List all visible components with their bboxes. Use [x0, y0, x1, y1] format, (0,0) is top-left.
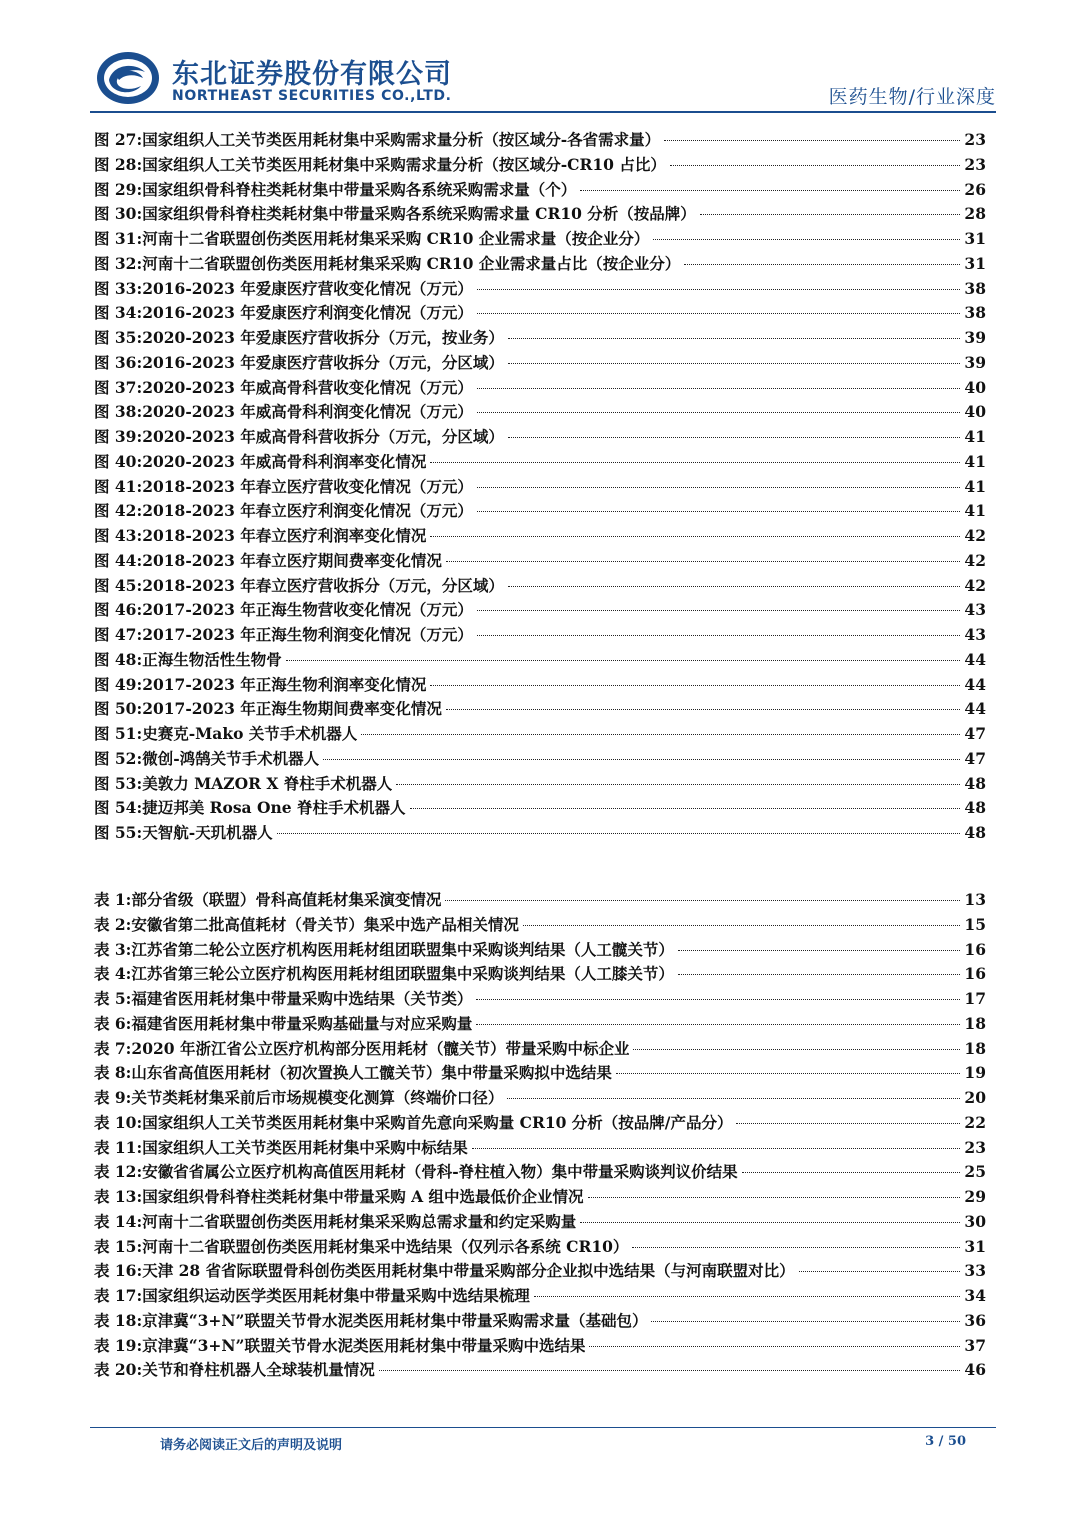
table-entry-number: 表 19:	[94, 1335, 143, 1355]
table-entry[interactable]	[94, 1334, 986, 1359]
table-entry-number: 表 11:	[94, 1137, 143, 1157]
figure-entry[interactable]	[94, 598, 986, 623]
table-entry-title: 福建省医用耗材集中带量采购基础量与对应采购量	[131, 1013, 473, 1033]
figure-entry-number: 图 47:	[94, 625, 143, 644]
table-entry-number: 表 12:	[94, 1162, 143, 1182]
table-entry-title: 京津冀“3+N”联盟关节骨水泥类医用耗材集中带量采购中选结果	[142, 1335, 586, 1355]
table-list	[94, 888, 986, 1383]
figure-entry-number: 图 32:	[94, 253, 143, 273]
figure-entry[interactable]	[94, 178, 986, 203]
figure-entry[interactable]	[94, 277, 986, 302]
figure-entry[interactable]	[94, 673, 986, 698]
dot-leader	[508, 586, 961, 587]
table-entry-page: 16	[964, 939, 986, 959]
dot-leader	[477, 313, 961, 314]
table-entry-page: 31	[964, 1236, 986, 1256]
table-entry[interactable]	[94, 1160, 986, 1185]
table-entry[interactable]	[94, 987, 986, 1012]
figure-entry-number: 图 35:	[94, 328, 143, 347]
figure-entry-page: 40	[964, 377, 986, 397]
figure-entry[interactable]	[94, 351, 986, 376]
table-entry-page: 15	[964, 914, 986, 934]
figure-entry-page: 48	[964, 798, 986, 818]
figure-entry-title: 2017-2023 年正海生物营收变化情况（万元）	[142, 600, 473, 620]
page-number: 3 / 50	[925, 1434, 966, 1449]
figure-entry[interactable]	[94, 499, 986, 524]
figure-entry[interactable]	[94, 747, 986, 772]
table-entry-page: 18	[964, 1038, 986, 1058]
figure-entry[interactable]	[94, 697, 986, 722]
table-entry-number: 表 1:	[94, 890, 132, 909]
page-header	[0, 0, 1080, 115]
table-entry[interactable]	[94, 1210, 986, 1235]
table-entry-title: 2020 年浙江省公立医疗机构部分医用耗材（髋关节）带量采购中标企业	[131, 1038, 630, 1058]
company-name-cn: 东北证券股份有限公司	[172, 59, 452, 90]
figure-entry-title: 2020-2023 年威高骨科营收拆分（万元，分区域）	[142, 427, 504, 446]
dot-leader	[616, 1073, 961, 1074]
dot-leader	[799, 1271, 961, 1272]
figure-entry-number: 图 36:	[94, 352, 143, 372]
figure-entry-page: 42	[964, 550, 986, 570]
table-entry-page: 30	[964, 1211, 986, 1231]
table-entry-title: 山东省高值医用耗材（初次置换人工髋关节）集中带量采购拟中选结果	[131, 1063, 612, 1083]
table-entry-title: 国家组织运动医学类医用耗材集中带量采购中选结果梳理	[142, 1286, 530, 1305]
figure-entry-page: 41	[964, 427, 986, 446]
figure-entry[interactable]	[94, 252, 986, 277]
figure-entry-number: 图 42:	[94, 501, 143, 521]
header-divider	[90, 111, 996, 113]
figure-entry-page: 47	[964, 724, 986, 743]
figure-entry[interactable]	[94, 772, 986, 797]
section-tag: 医药生物/行业深度	[828, 86, 996, 108]
figure-entry[interactable]	[94, 524, 986, 549]
dot-leader	[396, 784, 960, 785]
figure-entry-title: 2018-2023 年春立医疗期间费率变化情况	[142, 550, 442, 570]
figure-entry-title: 2018-2023 年春立医疗利润率变化情况	[142, 526, 427, 545]
table-entry[interactable]	[94, 888, 986, 913]
figure-entry-page: 39	[964, 328, 986, 347]
table-entry-title: 安徽省省属公立医疗机构高值医用耗材（骨科-脊柱植入物）集中带量采购谈判议价结果	[142, 1162, 738, 1182]
figure-entry-number: 图 55:	[94, 823, 143, 842]
table-entry[interactable]	[94, 1061, 986, 1086]
dot-leader	[410, 808, 961, 809]
figure-entry-number: 图 49:	[94, 674, 143, 694]
dot-leader	[477, 388, 961, 389]
dot-leader	[651, 1321, 960, 1322]
table-entry-title: 江苏省第三轮公立医疗机构医用耗材组团联盟集中采购谈判结果（人工膝关节）	[131, 964, 674, 984]
figure-entry[interactable]	[94, 301, 986, 326]
figure-entry-page: 23	[964, 130, 986, 149]
figure-entry-number: 图 40:	[94, 451, 143, 471]
figure-entry-title: 2017-2023 年正海生物期间费率变化情况	[142, 699, 442, 719]
figure-entry-page: 43	[964, 625, 986, 644]
dot-leader	[580, 1222, 960, 1223]
figure-entry-page: 41	[964, 451, 986, 471]
table-entry-number: 表 2:	[94, 914, 132, 934]
table-entry[interactable]	[94, 1284, 986, 1309]
dot-leader	[508, 437, 961, 438]
dot-leader	[446, 709, 961, 710]
figure-entry-number: 图 51:	[94, 724, 143, 743]
table-entry[interactable]	[94, 962, 986, 987]
table-entry-title: 福建省医用耗材集中带量采购中选结果（关节类）	[131, 989, 473, 1008]
figure-entry-title: 2016-2023 年爱康医疗营收变化情况（万元）	[142, 278, 473, 298]
dot-leader	[507, 1098, 960, 1099]
figure-entry-title: 正海生物活性生物骨	[142, 649, 282, 669]
dot-leader	[277, 833, 961, 834]
table-entry-number: 表 17:	[94, 1286, 143, 1305]
table-entry-number: 表 16:	[94, 1261, 143, 1281]
table-entry-title: 国家组织人工关节类医用耗材集中采购首先意向采购量 CR10 分析（按品牌/产品分）	[142, 1112, 733, 1132]
dot-leader	[589, 1346, 960, 1347]
figure-entry-title: 2018-2023 年春立医疗营收拆分（万元，分区域）	[142, 575, 504, 595]
dot-leader	[477, 610, 961, 611]
figure-entry-number: 图 50:	[94, 699, 143, 719]
figure-entry[interactable]	[94, 796, 986, 821]
figure-entry-page: 31	[964, 253, 986, 273]
figure-entry[interactable]	[94, 549, 986, 574]
figure-entry-title: 2020-2023 年威高骨科利润变化情况（万元）	[142, 402, 473, 422]
table-entry-number: 表 13:	[94, 1187, 143, 1206]
table-entry-page: 16	[964, 964, 986, 984]
table-entry-number: 表 5:	[94, 989, 132, 1008]
table-entry-page: 19	[964, 1063, 986, 1083]
figure-entry[interactable]	[94, 821, 986, 846]
table-entry-number: 表 7:	[94, 1038, 132, 1058]
figure-entry[interactable]	[94, 227, 986, 252]
table-entry-title: 国家组织骨科脊柱类耗材集中带量采购 A 组中选最低价企业情况	[142, 1187, 584, 1206]
table-entry-title: 河南十二省联盟创伤类医用耗材集采采购总需求量和约定采购量	[142, 1211, 577, 1231]
table-entry[interactable]	[94, 1086, 986, 1111]
figure-entry-title: 2017-2023 年正海生物利润率变化情况	[142, 674, 427, 694]
northeast-securities-logo-icon	[95, 50, 161, 106]
figure-entry[interactable]	[94, 450, 986, 475]
table-entry[interactable]	[94, 1037, 986, 1062]
dot-leader	[742, 1172, 961, 1173]
figure-entry-page: 41	[964, 476, 986, 496]
dot-leader	[476, 1024, 960, 1025]
table-entry-number: 表 20:	[94, 1360, 143, 1380]
figure-entry-number: 图 28:	[94, 154, 143, 174]
figure-entry-page: 38	[964, 278, 986, 298]
figure-entry-number: 图 37:	[94, 377, 143, 397]
figure-entry[interactable]	[94, 376, 986, 401]
table-entry-title: 关节类耗材集采前后市场规模变化测算（终端价口径）	[131, 1088, 504, 1107]
table-entry-number: 表 10:	[94, 1112, 143, 1132]
figure-entry-page: 48	[964, 823, 986, 842]
figure-entry-page: 42	[964, 526, 986, 545]
figure-list	[94, 128, 986, 846]
figure-entry-number: 图 54:	[94, 798, 143, 818]
table-entry-page: 33	[964, 1261, 986, 1281]
figure-entry-page: 31	[964, 229, 986, 248]
figure-entry-number: 图 30:	[94, 204, 143, 224]
table-entry-number: 表 18:	[94, 1310, 143, 1330]
table-entry-page: 22	[964, 1112, 986, 1132]
table-entry[interactable]	[94, 938, 986, 963]
figure-entry-number: 图 34:	[94, 303, 143, 323]
table-entry-page: 34	[964, 1286, 986, 1305]
dot-leader	[477, 487, 961, 488]
table-entry-page: 37	[964, 1335, 986, 1355]
dot-leader	[445, 900, 960, 901]
footer-divider	[90, 1427, 996, 1428]
dot-leader	[664, 140, 960, 141]
figure-entry-page: 44	[964, 699, 986, 719]
figure-entry-page: 28	[964, 204, 986, 224]
table-entry[interactable]	[94, 1358, 986, 1383]
figure-entry-page: 44	[964, 674, 986, 694]
figure-entry[interactable]	[94, 425, 986, 450]
table-entry-page: 17	[964, 989, 986, 1008]
table-entry[interactable]	[94, 1012, 986, 1037]
table-entry-title: 天津 28 省省际联盟骨科创伤类医用耗材集中带量采购部分企业拟中选结果（与河南联盟对比）	[142, 1261, 795, 1281]
figure-entry-page: 43	[964, 600, 986, 620]
dot-leader	[477, 412, 961, 413]
dot-leader	[580, 190, 960, 191]
dot-leader	[379, 1370, 961, 1371]
dot-leader	[323, 759, 960, 760]
figure-entry-title: 2016-2023 年爱康医疗利润变化情况（万元）	[142, 303, 473, 323]
table-entry[interactable]	[94, 1185, 986, 1210]
figure-entry[interactable]	[94, 128, 986, 153]
figure-entry-number: 图 39:	[94, 427, 143, 446]
dot-leader	[678, 974, 961, 975]
table-entry-page: 46	[964, 1360, 986, 1380]
figure-entry-page: 47	[964, 748, 986, 768]
figure-entry-page: 44	[964, 649, 986, 669]
table-entry-title: 京津冀“3+N”联盟关节骨水泥类医用耗材集中带量采购需求量（基础包）	[142, 1310, 648, 1330]
figure-entry-title: 2016-2023 年爱康医疗营收拆分（万元，分区域）	[142, 352, 504, 372]
figure-entry-number: 图 44:	[94, 550, 143, 570]
dot-leader	[670, 165, 961, 166]
dot-leader	[588, 1197, 961, 1198]
table-entry-title: 安徽省第二批高值耗材（骨关节）集采中选产品相关情况	[131, 914, 519, 934]
figure-entry-number: 图 31:	[94, 229, 143, 248]
table-entry-page: 18	[964, 1013, 986, 1033]
figure-entry[interactable]	[94, 648, 986, 673]
dot-leader	[286, 660, 961, 661]
figure-entry-title: 国家组织人工关节类医用耗材集中采购需求量分析（按区域分-各省需求量）	[142, 130, 661, 149]
figure-entry[interactable]	[94, 153, 986, 178]
figure-entry-page: 41	[964, 501, 986, 521]
dot-leader	[430, 536, 960, 537]
figure-entry-page: 39	[964, 352, 986, 372]
table-entry-title: 河南十二省联盟创伤类医用耗材集采中选结果（仅列示各系统 CR10）	[142, 1236, 629, 1256]
figure-entry-page: 42	[964, 575, 986, 595]
dot-leader	[430, 685, 960, 686]
table-entry[interactable]	[94, 1111, 986, 1136]
figure-entry-title: 2018-2023 年春立医疗营收变化情况（万元）	[142, 476, 473, 496]
figure-entry-title: 河南十二省联盟创伤类医用耗材集采采购 CR10 企业需求量占比（按企业分）	[142, 253, 681, 273]
dot-leader	[508, 338, 961, 339]
figure-entry-title: 国家组织人工关节类医用耗材集中采购需求量分析（按区域分-CR10 占比）	[142, 154, 666, 174]
table-entry-number: 表 9:	[94, 1088, 132, 1107]
figure-entry[interactable]	[94, 202, 986, 227]
table-entry-number: 表 4:	[94, 964, 132, 984]
table-entry-title: 部分省级（联盟）骨科高值耗材集采演变情况	[131, 890, 442, 909]
figure-entry-title: 美敦力 MAZOR X 脊柱手术机器人	[142, 773, 393, 793]
dot-leader	[477, 635, 961, 636]
figure-entry-number: 图 41:	[94, 476, 143, 496]
dot-leader	[477, 511, 961, 512]
dot-leader	[430, 462, 960, 463]
dot-leader	[700, 214, 961, 215]
dot-leader	[678, 950, 961, 951]
dot-leader	[508, 363, 961, 364]
figure-entry-title: 微创-鸿鹄关节手术机器人	[142, 748, 320, 768]
table-entry-page: 29	[964, 1187, 986, 1206]
table-entry[interactable]	[94, 1136, 986, 1161]
table-entry[interactable]	[94, 913, 986, 938]
figure-entry-number: 图 52:	[94, 748, 143, 768]
table-entry-number: 表 15:	[94, 1236, 143, 1256]
figure-entry-number: 图 29:	[94, 179, 143, 199]
table-entry-title: 江苏省第二轮公立医疗机构医用耗材组团联盟集中采购谈判结果（人工髋关节）	[131, 939, 674, 959]
dot-leader	[361, 734, 960, 735]
dot-leader	[684, 264, 960, 265]
figure-entry-title: 2020-2023 年威高骨科营收变化情况（万元）	[142, 377, 473, 397]
figure-entry-page: 48	[964, 773, 986, 793]
figure-entry-title: 2020-2023 年威高骨科利润率变化情况	[142, 451, 427, 471]
table-entry-page: 36	[964, 1310, 986, 1330]
dot-leader	[476, 999, 960, 1000]
figure-entry-title: 2020-2023 年爱康医疗营收拆分（万元，按业务）	[142, 328, 504, 347]
figure-entry-page: 26	[964, 179, 986, 199]
figure-entry-title: 天智航-天玑机器人	[142, 823, 273, 842]
figure-entry[interactable]	[94, 326, 986, 351]
figure-entry-page: 23	[964, 154, 986, 174]
figure-entry-page: 40	[964, 402, 986, 422]
figure-entry[interactable]	[94, 400, 986, 425]
figure-entry-title: 河南十二省联盟创伤类医用耗材集采采购 CR10 企业需求量（按企业分）	[142, 229, 650, 248]
company-name-en: NORTHEAST SECURITIES CO.,LTD.	[172, 88, 452, 104]
footer-disclaimer: 请务必阅读正文后的声明及说明	[160, 1438, 343, 1453]
table-entry[interactable]	[94, 1259, 986, 1284]
table-entry-title: 国家组织人工关节类医用耗材集中采购中标结果	[142, 1137, 468, 1157]
figure-entry-number: 图 38:	[94, 402, 143, 422]
dot-leader	[477, 289, 961, 290]
figure-entry-page: 38	[964, 303, 986, 323]
dot-leader	[534, 1296, 961, 1297]
figure-entry[interactable]	[94, 475, 986, 500]
figure-entry-number: 图 33:	[94, 278, 143, 298]
table-entry-number: 表 14:	[94, 1211, 143, 1231]
figure-entry[interactable]	[94, 722, 986, 747]
figure-entry-title: 史赛克-Mako 关节手术机器人	[142, 724, 358, 743]
figure-entry-number: 图 27:	[94, 130, 143, 149]
figure-entry-number: 图 53:	[94, 773, 143, 793]
figure-entry[interactable]	[94, 623, 986, 648]
table-entry-number: 表 3:	[94, 939, 132, 959]
dot-leader	[472, 1148, 961, 1149]
table-entry-page: 23	[964, 1137, 986, 1157]
figure-entry-title: 国家组织骨科脊柱类耗材集中带量采购各系统采购需求量（个）	[142, 179, 577, 199]
table-entry-page: 13	[964, 890, 986, 909]
figure-entry-title: 捷迈邦美 Rosa One 脊柱手术机器人	[142, 798, 406, 818]
table-entry-page: 20	[964, 1088, 986, 1107]
dot-leader	[523, 925, 961, 926]
figure-entry-number: 图 43:	[94, 526, 143, 545]
figure-entry-number: 图 45:	[94, 575, 143, 595]
dot-leader	[446, 561, 961, 562]
table-entry-number: 表 6:	[94, 1013, 132, 1033]
table-entry[interactable]	[94, 1309, 986, 1334]
figure-entry-title: 国家组织骨科脊柱类耗材集中带量采购各系统采购需求量 CR10 分析（按品牌）	[142, 204, 696, 224]
table-entry-number: 表 8:	[94, 1063, 132, 1083]
figure-entry-number: 图 46:	[94, 600, 143, 620]
dot-leader	[653, 239, 960, 240]
figure-entry[interactable]	[94, 574, 986, 599]
dot-leader	[633, 1049, 960, 1050]
dot-leader	[736, 1123, 960, 1124]
dot-leader	[632, 1247, 960, 1248]
figure-entry-number: 图 48:	[94, 649, 143, 669]
table-entry-title: 关节和脊柱机器人全球装机量情况	[142, 1360, 375, 1380]
table-entry[interactable]	[94, 1235, 986, 1260]
figure-entry-title: 2017-2023 年正海生物利润变化情况（万元）	[142, 625, 473, 644]
table-entry-page: 25	[964, 1162, 986, 1182]
figure-entry-title: 2018-2023 年春立医疗利润变化情况（万元）	[142, 501, 473, 521]
